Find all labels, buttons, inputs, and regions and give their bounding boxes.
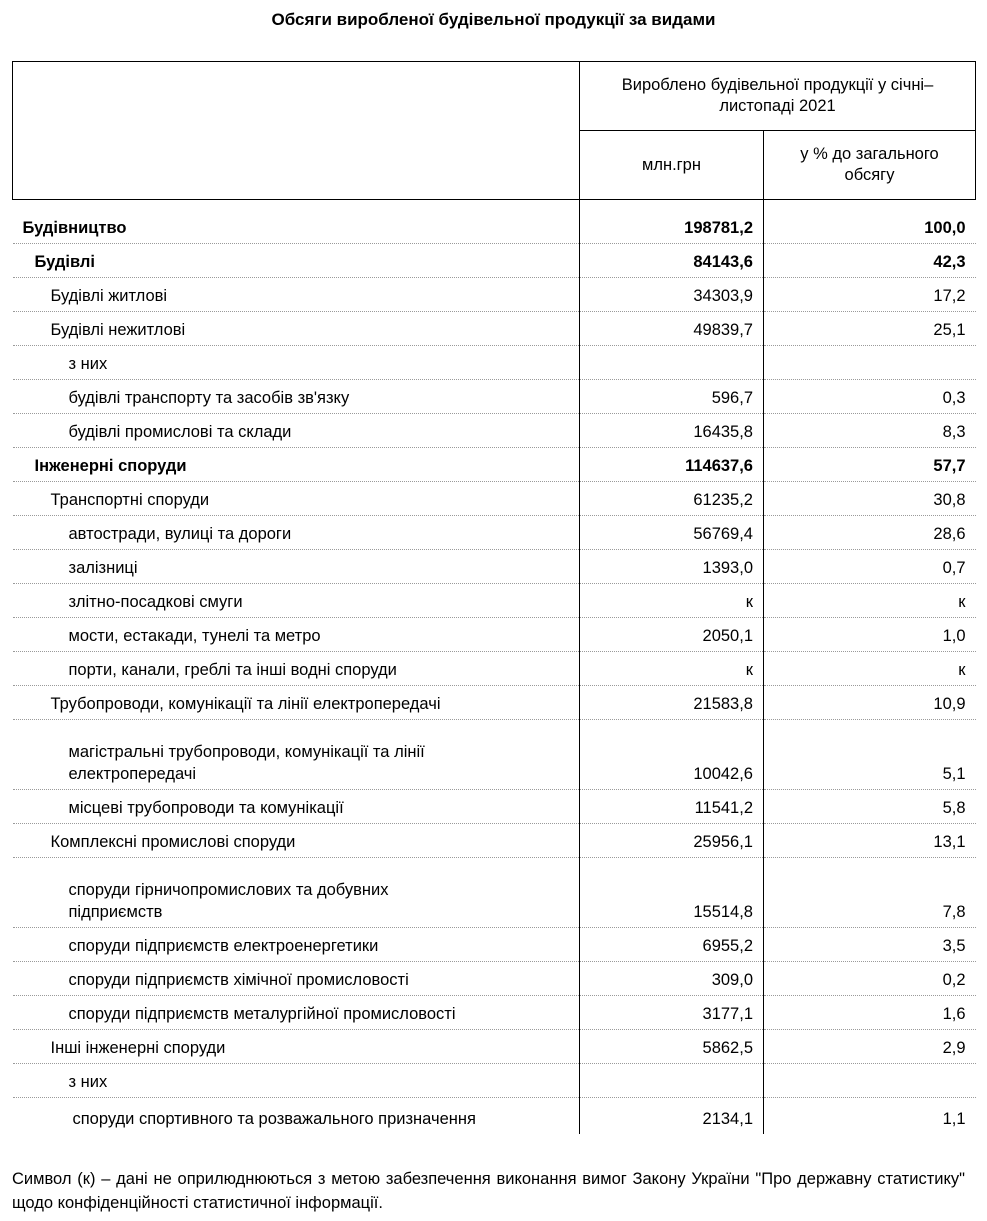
row-label: місцеві трубопроводи та комунікації bbox=[13, 790, 580, 824]
row-percent: 17,2 bbox=[764, 278, 976, 312]
row-percent: 5,8 bbox=[764, 790, 976, 824]
row-percent: 1,1 bbox=[764, 1098, 976, 1134]
table-row bbox=[13, 550, 976, 584]
table-row bbox=[13, 1030, 976, 1064]
row-label: Трубопроводи, комунікації та лінії електропередачі bbox=[13, 686, 580, 720]
row-value: 5862,5 bbox=[580, 1030, 764, 1064]
row-value: 1393,0 bbox=[580, 550, 764, 584]
table-row bbox=[13, 244, 976, 278]
row-value: 49839,7 bbox=[580, 312, 764, 346]
row-percent: 28,6 bbox=[764, 516, 976, 550]
row-percent: 0,2 bbox=[764, 962, 976, 996]
table-row bbox=[13, 720, 976, 790]
table-row bbox=[13, 928, 976, 962]
row-value: к bbox=[580, 652, 764, 686]
row-percent: 25,1 bbox=[764, 312, 976, 346]
table-row bbox=[13, 482, 976, 516]
row-label: Інші інженерні споруди bbox=[13, 1030, 580, 1064]
row-percent: к bbox=[764, 584, 976, 618]
row-label: споруди підприємств металургійної промисловості bbox=[13, 996, 580, 1030]
row-label: автостради, вулиці та дороги bbox=[13, 516, 580, 550]
table-row bbox=[13, 996, 976, 1030]
row-percent: 10,9 bbox=[764, 686, 976, 720]
row-percent: 100,0 bbox=[764, 210, 976, 244]
row-percent bbox=[764, 346, 976, 380]
table-row bbox=[13, 210, 976, 244]
row-percent: 1,0 bbox=[764, 618, 976, 652]
row-label: магістральні трубопроводи, комунікації та лінії електропередачі bbox=[13, 720, 580, 790]
row-value: 2134,1 bbox=[580, 1098, 764, 1134]
header-percent-label: у % до загального обсягу bbox=[764, 131, 976, 200]
table-row bbox=[13, 824, 976, 858]
row-value: 56769,4 bbox=[580, 516, 764, 550]
row-label: Будівлі житлові bbox=[13, 278, 580, 312]
row-value: 114637,6 bbox=[580, 448, 764, 482]
row-value bbox=[580, 1064, 764, 1098]
table-row bbox=[13, 686, 976, 720]
table-row bbox=[13, 618, 976, 652]
row-label: будівлі транспорту та засобів зв'язку bbox=[13, 380, 580, 414]
table-row bbox=[13, 448, 976, 482]
row-value: 34303,9 bbox=[580, 278, 764, 312]
table-row bbox=[13, 380, 976, 414]
row-value: 309,0 bbox=[580, 962, 764, 996]
header-group-label: Вироблено будівельної продукції у січні–листопаді 2021 bbox=[580, 62, 976, 131]
row-value: 11541,2 bbox=[580, 790, 764, 824]
table-row bbox=[13, 858, 976, 928]
row-value: 596,7 bbox=[580, 380, 764, 414]
row-label: Інженерні споруди bbox=[13, 448, 580, 482]
row-label: мости, естакади, тунелі та метро bbox=[13, 618, 580, 652]
row-label: споруди підприємств хімічної промисловості bbox=[13, 962, 580, 996]
table-row bbox=[13, 962, 976, 996]
row-percent: 13,1 bbox=[764, 824, 976, 858]
header-blank-cell bbox=[13, 62, 580, 200]
row-label: Будівлі bbox=[13, 244, 580, 278]
page-title: Обсяги виробленої будівельної продукції за видами bbox=[271, 10, 716, 29]
row-value bbox=[580, 346, 764, 380]
table-row bbox=[13, 584, 976, 618]
production-table bbox=[12, 61, 976, 1134]
table-row bbox=[13, 278, 976, 312]
row-label: споруди спортивного та розважального призначення bbox=[13, 1098, 580, 1134]
row-value: 16435,8 bbox=[580, 414, 764, 448]
row-label: з них bbox=[13, 1064, 580, 1098]
table-row bbox=[13, 414, 976, 448]
row-value: к bbox=[580, 584, 764, 618]
row-percent: 0,3 bbox=[764, 380, 976, 414]
row-value: 198781,2 bbox=[580, 210, 764, 244]
row-percent: 8,3 bbox=[764, 414, 976, 448]
row-value: 15514,8 bbox=[580, 858, 764, 928]
row-value: 2050,1 bbox=[580, 618, 764, 652]
row-label: з них bbox=[13, 346, 580, 380]
row-percent: к bbox=[764, 652, 976, 686]
row-percent: 42,3 bbox=[764, 244, 976, 278]
row-percent: 1,6 bbox=[764, 996, 976, 1030]
table-row bbox=[13, 652, 976, 686]
row-label: споруди підприємств електроенергетики bbox=[13, 928, 580, 962]
row-label: порти, канали, греблі та інші водні споруди bbox=[13, 652, 580, 686]
row-percent: 7,8 bbox=[764, 858, 976, 928]
row-percent: 2,9 bbox=[764, 1030, 976, 1064]
header-value-label: млн.грн bbox=[580, 131, 764, 200]
table-row bbox=[13, 346, 976, 380]
table-row bbox=[13, 1098, 976, 1134]
table-row bbox=[13, 1064, 976, 1098]
row-value: 6955,2 bbox=[580, 928, 764, 962]
row-percent bbox=[764, 1064, 976, 1098]
row-label: Будівництво bbox=[22, 219, 127, 237]
row-value: 25956,1 bbox=[580, 824, 764, 858]
row-value: 3177,1 bbox=[580, 996, 764, 1030]
row-label: Будівлі нежитлові bbox=[13, 312, 580, 346]
row-label: залізниці bbox=[13, 550, 580, 584]
row-value: 21583,8 bbox=[580, 686, 764, 720]
row-value: 10042,6 bbox=[580, 720, 764, 790]
row-label: споруди гірничопромислових та добувних підприємств bbox=[13, 858, 580, 928]
table-row bbox=[13, 790, 976, 824]
row-percent: 0,7 bbox=[764, 550, 976, 584]
row-percent: 3,5 bbox=[764, 928, 976, 962]
row-label: будівлі промислові та склади bbox=[13, 414, 580, 448]
row-percent: 57,7 bbox=[764, 448, 976, 482]
row-value: 61235,2 bbox=[580, 482, 764, 516]
footnote: Символ (к) – дані не оприлюднюються з метою забезпечення виконання вимог Закону України "Про державну статистику" щодо конфіденційності статистичної інформації. bbox=[12, 1170, 965, 1212]
row-label: Комплексні промислові споруди bbox=[13, 824, 580, 858]
row-label: Транспортні споруди bbox=[13, 482, 580, 516]
table-row bbox=[13, 312, 976, 346]
row-label: злітно-посадкові смуги bbox=[13, 584, 580, 618]
table-row bbox=[13, 516, 976, 550]
row-percent: 30,8 bbox=[764, 482, 976, 516]
row-percent: 5,1 bbox=[764, 720, 976, 790]
row-value: 84143,6 bbox=[580, 244, 764, 278]
